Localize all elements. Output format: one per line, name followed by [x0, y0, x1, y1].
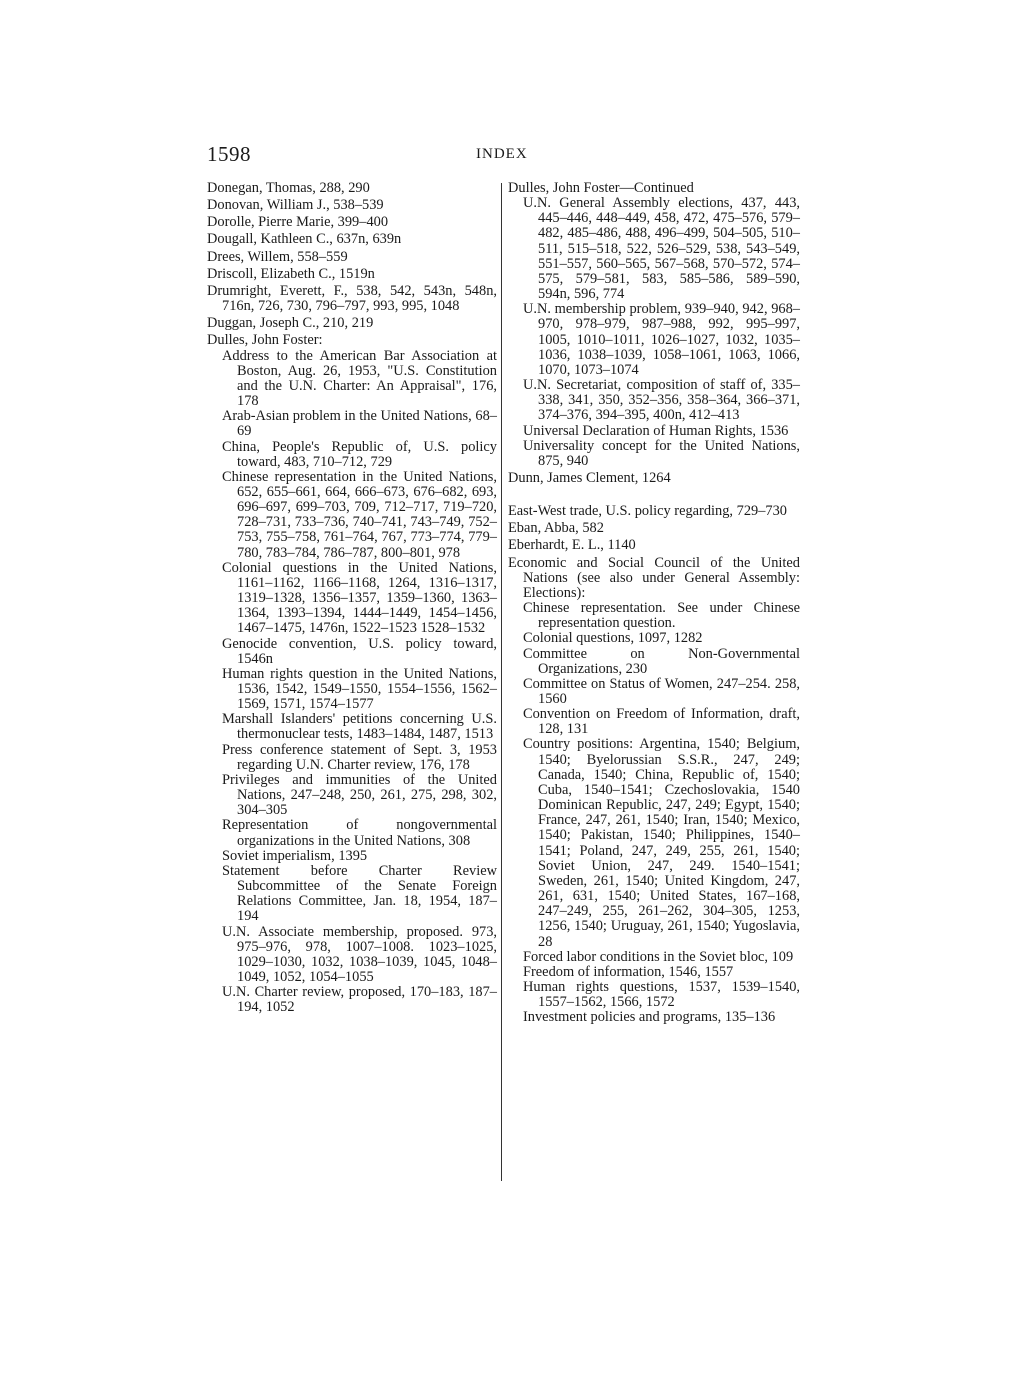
left-index-column: [207, 181, 497, 1015]
index-entry: East-West trade, U.S. policy regarding, 729–730: [508, 503, 787, 520]
index-entry: Dulles, John Foster:: [207, 332, 323, 349]
index-entry: Drees, Willem, 558–559: [207, 248, 348, 265]
index-entry: Dulles, John Foster—Continued: [508, 180, 694, 196]
index-subentry: Address to the American Bar Association at Boston, Aug. 26, 1953, "U.S. Constitution and the U.N. Charter: An Appraisal", 176, 178: [222, 347, 497, 410]
index-entry: Dorolle, Pierre Marie, 399–400: [207, 214, 389, 231]
index-subentry: Representation of nongovernmental organizations in the United Nations, 308: [222, 817, 497, 849]
index-subentry: Country positions: Argentina, 1540; Belgium, 1540; Byelorussian S.S.R., 247, 249; Canada, 1540; China, Republic of, 1540; Cuba, 1540–1541; Czechoslovakia, 1540 Dominican Republic, 247, 249; Egypt, 1540; France, 247, 261, 1540; Iran, 1540; Mexico, 1540; Pakistan, 1540; Philippines, 1540–1541; Poland, 247, 249, 255, 261, 1540; Soviet Union, 247, 249. 1540–1541; Sweden, 261, 1540; United Kingdom, 247, 261, 631, 1540; United States, 167–168, 247–249, 255, 261–262, 304–305, 1253, 1256, 1540; Uruguay, 261, 1540; Yugoslavia, 28: [523, 736, 800, 950]
index-subentry: Genocide convention, U.S. policy toward, 1546n: [222, 635, 497, 667]
index-subentry: Committee on Status of Women, 247–254. 258, 1560: [523, 675, 800, 707]
index-entry: Dougall, Kathleen C., 637n, 639n: [207, 231, 402, 248]
index-subentry: Investment policies and programs, 135–136: [523, 1009, 776, 1026]
index-subentry: Human rights questions, 1537, 1539–1540, 1557–1562, 1566, 1572: [523, 978, 800, 1011]
index-entry: Donovan, William J., 538–539: [207, 197, 384, 214]
index-subentry: China, People's Republic of, U.S. policy toward, 483, 710–712, 729: [222, 438, 497, 470]
index-subentry: Convention on Freedom of Information, draft, 128, 131: [523, 706, 800, 738]
index-subentry: Press conference statement of Sept. 3, 1953 regarding U.N. Charter review, 176, 178: [222, 741, 497, 773]
running-head: INDEX: [476, 146, 528, 162]
index-subentry: Marshall Islanders' petitions concerning U.S. thermonuclear tests, 1483–1484, 1487, 1513: [222, 711, 497, 743]
index-subentry: Soviet imperialism, 1395: [222, 847, 368, 864]
index-subentry: U.N. membership problem, 939–940, 942, 968–970, 978–979, 987–988, 992, 995–997, 1005, 1010–1011, 1026–1027, 1032, 1035–1036, 1038–1039, 1058–1061, 1063, 1066, 1070, 1073–1074: [523, 301, 800, 378]
right-index-column: [508, 181, 800, 1025]
index-subentry: Arab-Asian problem in the United Nations, 68–69: [222, 408, 497, 440]
index-entry: Duggan, Joseph C., 210, 219: [207, 315, 374, 332]
index-entry: Donegan, Thomas, 288, 290: [207, 180, 370, 196]
index-subentry: U.N. Associate membership, proposed. 973, 975–976, 978, 1007–1008. 1023–1025, 1029–1030, 1032, 1038–1039, 1045, 1048–1049, 1052, 1054–1055: [222, 923, 497, 985]
index-subentry: Privileges and immunities of the United Nations, 247–248, 250, 261, 275, 298, 302, 304–305: [222, 771, 497, 819]
index-subentry: Colonial questions, 1097, 1282: [523, 630, 703, 647]
index-entry: Drumright, Everett, F., 538, 542, 543n, 548n, 716n, 726, 730, 796–797, 993, 995, 1048: [207, 282, 497, 315]
index-subentry: Universality concept for the United Nations, 875, 940: [523, 437, 800, 469]
index-entry: Eban, Abba, 582: [508, 520, 604, 537]
index-subentry: Committee on Non-Governmental Organizations, 230: [523, 645, 800, 677]
index-subentry: Colonial questions in the United Nations, 1161–1162, 1166–1168, 1264, 1316–1317, 1319–1328, 1356–1357, 1359–1360, 1363–1364, 1393–1394, 1444–1449, 1454–1456, 1467–1475, 1476n, 1522–1523 1528–1532: [222, 559, 497, 637]
index-entry: Economic and Social Council of the United Nations (see also under General Assembly: Elections):: [508, 554, 800, 601]
index-subentry: U.N. Secretariat, composition of staff of, 335–338, 341, 350, 352–356, 358–364, 366–371, 374–376, 394–395, 400n, 412–413: [523, 377, 800, 424]
index-entry: Driscoll, Elizabeth C., 1519n: [207, 265, 375, 282]
index-subentry: Universal Declaration of Human Rights, 1536: [523, 422, 789, 439]
index-subentry: U.N. Charter review, proposed, 170–183, 187–194, 1052: [222, 984, 497, 1016]
index-subentry: U.N. General Assembly elections, 437, 443, 445–446, 448–449, 458, 472, 475–576, 579–482, 485–486, 488, 496–499, 504–505, 510–511, 515–518, 522, 526–529, 538, 543–549, 551–557, 560–565, 567–568, 570–572, 574–575, 579–581, 583, 585–586, 589–590, 594n, 596, 774: [523, 195, 800, 303]
index-subentry: Statement before Charter Review Subcommittee of the Senate Foreign Relations Committee, Jan. 18, 1954, 187–194: [222, 862, 497, 925]
index-entry: Dunn, James Clement, 1264: [508, 469, 671, 486]
index-subentry: Forced labor conditions in the Soviet bloc, 109: [523, 948, 794, 965]
page-number: 1598: [207, 142, 251, 166]
index-entry: Eberhardt, E. L., 1140: [508, 537, 636, 554]
column-divider: [501, 183, 502, 1181]
index-subentry: Human rights question in the United Nations, 1536, 1542, 1549–1550, 1554–1556, 1562–1569, 1571, 1574–1577: [222, 665, 497, 713]
index-subentry: Freedom of information, 1546, 1557: [523, 963, 734, 980]
index-subentry: Chinese representation in the United Nations, 652, 655–661, 664, 666–673, 676–682, 693, 696–697, 699–703, 709, 712–717, 719–720, 728–731, 733–736, 740–741, 743–749, 752–753, 755–758, 761–764, 767, 773–774, 779–780, 783–784, 786–787, 800–801, 978: [222, 468, 497, 561]
index-subentry: Chinese representation. See under Chinese representation question.: [523, 600, 800, 632]
